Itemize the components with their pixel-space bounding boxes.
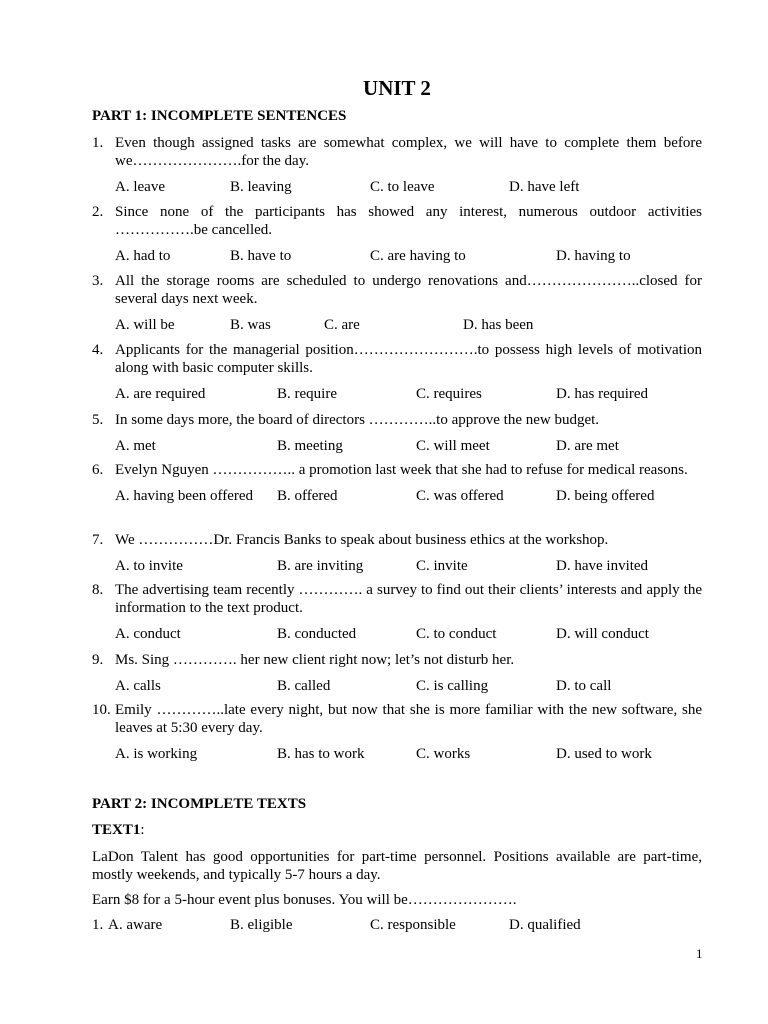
option-c[interactable]: C. requires [416,386,482,402]
option-b[interactable]: B. offered [277,488,338,504]
question-text: Even though assigned tasks are somewhat complex, we will have to complete them before we………………….for the day. [115,135,702,169]
question-text: All the storage rooms are scheduled to undergo renovations and…………………..closed for several days next week. [115,273,702,307]
option-c[interactable]: C. responsible [370,917,456,933]
option-d[interactable]: D. will conduct [556,626,649,642]
question-number: 4. [92,342,104,358]
answer-options [92,916,702,934]
option-c[interactable]: C. are having to [370,248,466,264]
answer-options [92,745,702,763]
option-b[interactable]: B. conducted [277,626,357,642]
option-c[interactable]: C. invite [416,558,468,574]
option-d[interactable]: D. has required [556,386,649,402]
option-a[interactable]: A. leave [115,179,165,195]
question-number: 8. [92,582,104,598]
question-text: Since none of the participants has showed any interest, numerous outdoor activities …………….be cancelled. [115,204,702,238]
option-c[interactable]: C. works [416,746,471,762]
question-1 [92,134,702,196]
question-text: Emily …………..late every night, but now that she is more familiar with the new software, she leaves at 5:30 every day. [115,702,702,736]
question-number: 9. [92,652,104,668]
text1-colon: : [140,822,145,838]
answer-options [92,385,702,403]
option-c[interactable]: C. to leave [370,179,435,195]
option-a[interactable]: A. will be [115,317,175,333]
answer-options [92,316,702,334]
question-text: Ms. Sing …………. her new client right now; let’s not disturb her. [115,652,515,668]
question-number: 3. [92,273,104,289]
option-a[interactable]: A. aware [108,917,163,933]
question-8 [92,581,702,643]
question-3 [92,272,702,334]
option-b[interactable]: B. eligible [230,917,293,933]
question-number: 2. [92,204,104,220]
option-d[interactable]: D. has been [463,317,534,333]
question-2 [92,203,702,265]
option-b[interactable]: B. require [277,386,337,402]
option-c[interactable]: C. is calling [416,678,489,694]
question-number: 7. [92,532,104,548]
option-c[interactable]: C. are [324,317,360,333]
option-d[interactable]: D. are met [556,438,619,454]
option-a[interactable]: A. is working [115,746,198,762]
option-b[interactable]: B. has to work [277,746,365,762]
page-number: 1 [696,946,703,961]
option-a[interactable]: A. calls [115,678,161,694]
option-d[interactable]: D. have invited [556,558,649,574]
option-b[interactable]: B. meeting [277,438,343,454]
option-a[interactable]: A. met [115,438,156,454]
option-b[interactable]: B. called [277,678,331,694]
question-number: 1. [92,917,104,933]
question-9 [92,651,702,695]
text1-paragraph-2: Earn $8 for a 5-hour event plus bonuses. You will be…………………. [92,892,517,908]
answer-options [92,625,702,643]
question-text: Applicants for the managerial position…………………….to possess high levels of motivation along with basic computer skills. [115,342,702,376]
question-7 [92,531,702,575]
option-c[interactable]: C. will meet [416,438,490,454]
question-number: 10. [92,702,111,718]
question-5 [92,411,702,455]
option-d[interactable]: D. being offered [556,488,655,504]
option-b[interactable]: B. are inviting [277,558,364,574]
answer-options [92,557,702,575]
option-c[interactable]: C. to conduct [416,626,497,642]
question-6 [92,461,702,505]
question-text: The advertising team recently …………. a survey to find out their clients’ interests and apply the information to the text product. [115,582,702,616]
option-b[interactable]: B. have to [230,248,292,264]
option-a[interactable]: A. to invite [115,558,183,574]
question-text: In some days more, the board of directors …………..to approve the new budget. [115,412,600,428]
answer-options [92,437,702,455]
answer-options [92,247,702,265]
answer-options [92,178,702,196]
unit-title: UNIT 2 [363,76,431,100]
option-d[interactable]: D. qualified [509,917,581,933]
question-number: 5. [92,412,104,428]
option-a[interactable]: A. are required [115,386,206,402]
option-a[interactable]: A. had to [115,248,171,264]
answer-options [92,677,702,695]
question-text: Evelyn Nguyen …………….. a promotion last week that she had to refuse for medical reasons. [115,462,688,478]
question-text: We ……………Dr. Francis Banks to speak about business ethics at the workshop. [115,532,609,548]
text1-heading [92,822,145,839]
question-10 [92,701,702,763]
option-d[interactable]: D. to call [556,678,612,694]
question-number: 1. [92,135,104,151]
option-d[interactable]: D. have left [509,179,580,195]
option-b[interactable]: B. was [230,317,271,333]
part1-heading: PART 1: INCOMPLETE SENTENCES [92,108,347,124]
part2-heading: PART 2: INCOMPLETE TEXTS [92,796,307,812]
option-d[interactable]: D. used to work [556,746,652,762]
question-4 [92,341,702,403]
text1-label: TEXT1 [92,822,141,838]
option-b[interactable]: B. leaving [230,179,292,195]
question-number: 6. [92,462,104,478]
text1-paragraph-1: LaDon Talent has good opportunities for part-time personnel. Positions available are part-time, mostly weekends, and typically 5-7 hours a day. [92,849,702,883]
option-a[interactable]: A. conduct [115,626,181,642]
text1-question-1 [92,910,702,934]
option-c[interactable]: C. was offered [416,488,504,504]
answer-options [92,487,702,505]
option-a[interactable]: A. having been offered [115,488,254,504]
option-d[interactable]: D. having to [556,248,631,264]
